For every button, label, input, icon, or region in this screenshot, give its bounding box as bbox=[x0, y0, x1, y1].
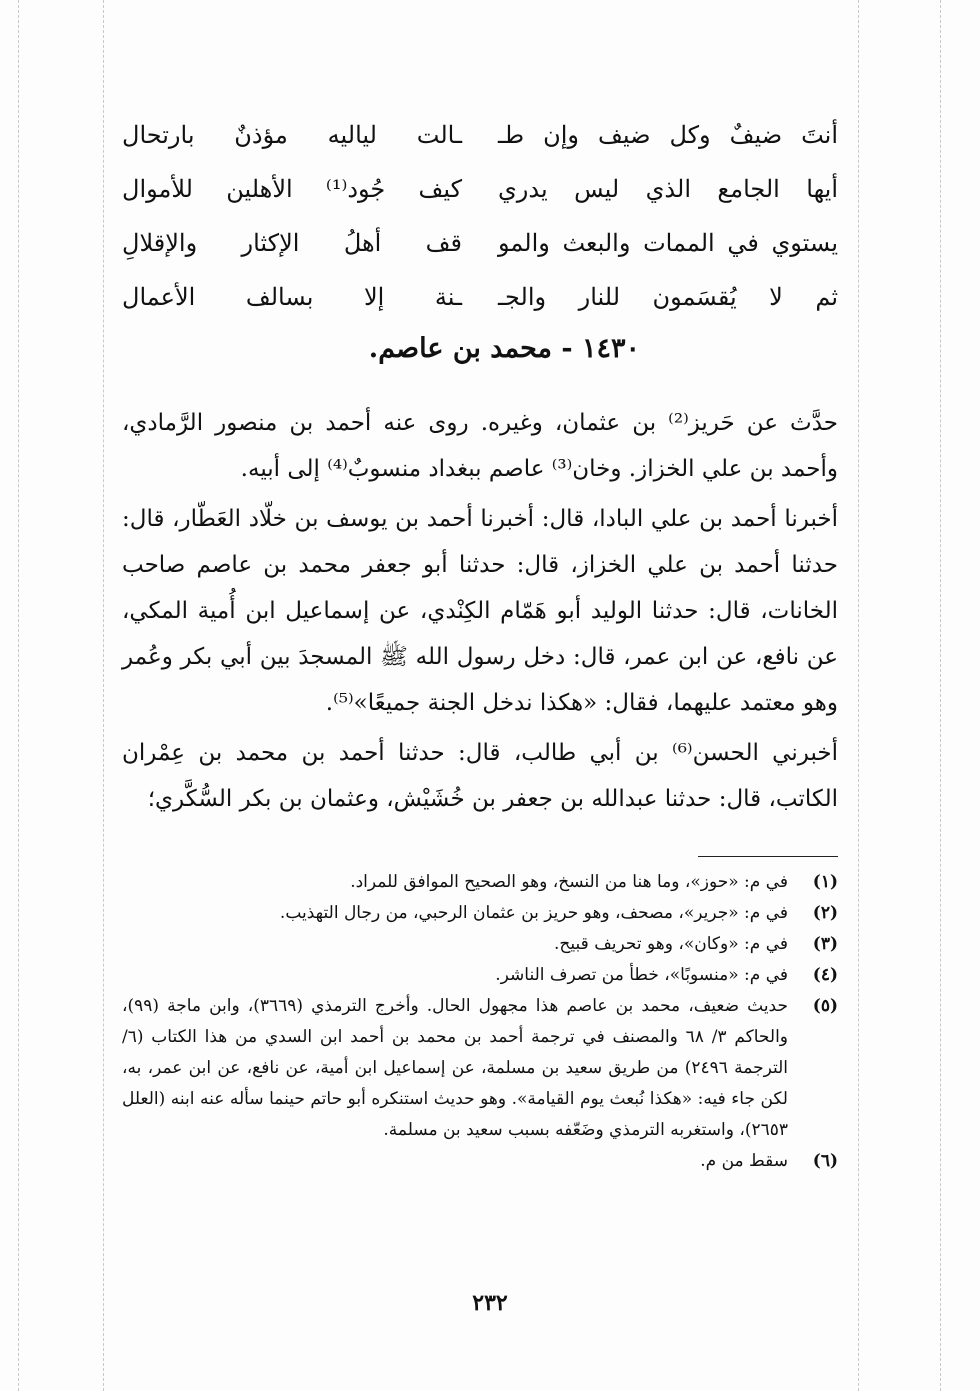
footnote-text: في م: «منسوبًا»، خطأ من تصرف الناشر. bbox=[495, 965, 788, 985]
poem-verse bbox=[122, 162, 838, 216]
footnote bbox=[122, 867, 838, 898]
margin-guide bbox=[858, 0, 859, 1391]
footnote-number: (٥) bbox=[812, 996, 838, 1016]
verse-second-hemistich: ـالت لياليه مؤذنٌ بارتحال bbox=[122, 121, 462, 149]
footnote bbox=[122, 1146, 838, 1177]
footnote-number: (١) bbox=[812, 872, 838, 892]
footnote-number: (٦) bbox=[812, 1151, 838, 1171]
footnote-text: سقط من م. bbox=[700, 1151, 788, 1171]
margin-guide bbox=[18, 0, 19, 1391]
footnote bbox=[122, 991, 838, 1146]
verse-second-hemistich: كيف جُود⁽¹⁾ الأهلين للأموال bbox=[122, 175, 462, 203]
verse-first-hemistich: أنتَ ضيفٌ وكل ضيف وإن طـ bbox=[498, 121, 838, 149]
footnote-text: في م: «حوز»، وما هنا من النسخ، وهو الصحيح الموافق للمراد. bbox=[350, 872, 788, 892]
footnote-number: (٤) bbox=[812, 965, 838, 985]
page-number: ٢٣٢ bbox=[472, 1290, 508, 1316]
footnote-text: في م: «جرير»، مصحف، وهو حريز بن عثمان الرحبي، من رجال التهذيب. bbox=[279, 903, 788, 923]
margin-guide bbox=[940, 0, 941, 1391]
verse-first-hemistich: أيها الجامع الذي ليس يدري bbox=[498, 175, 838, 203]
body-paragraph: أخبرنا أحمد بن علي البادا، قال: أخبرنا أحمد بن يوسف بن خلّاد العَطّار، قال: حدثنا أحمد بن علي الخزاز، قال: حدثنا أبو جعفر محمد بن عاصم صاحب الخانات، قال: حدثنا الوليد أبو هَمّام الكِنْدي، عن إسماعيل ابن أُمية المكي، عن نافع، عن ابن عمر، قال: دخل رسول الله ﷺ المسجدَ بين أبي بكر وعُمر وهو معتمد عليهما، فقال: «هكذا ندخل الجنة جميعًا»⁽⁵⁾. bbox=[122, 506, 839, 716]
footnote-number: (٣) bbox=[812, 934, 838, 954]
poem-verse bbox=[122, 216, 838, 270]
verse-second-hemistich: ـنة إلا بسالف الأعمال bbox=[122, 283, 462, 311]
verse-second-hemistich: قف أهلُ الإكثار والإقلالِ bbox=[122, 229, 462, 257]
footnote-number: (٢) bbox=[812, 903, 838, 923]
footnote-separator bbox=[698, 856, 838, 857]
poem-verse bbox=[122, 108, 838, 162]
verse-first-hemistich: ثم لا يُقسَمون للنار والجـ bbox=[498, 283, 838, 311]
verse-first-hemistich: يستوي في الممات والبعث والمو bbox=[498, 229, 838, 257]
footnote-text: في م: «وكان»، وهو تحريف قبيح. bbox=[554, 934, 788, 954]
footnote bbox=[122, 898, 838, 929]
entry-title: ١٤٣٠ - محمد بن عاصم. bbox=[368, 333, 640, 364]
page-body bbox=[122, 108, 838, 1177]
footnote bbox=[122, 929, 838, 960]
body-paragraph: أخبرني الحسن⁽⁶⁾ بن أبي طالب، قال: حدثنا أحمد بن محمد بن عِمْران الكاتب، قال: حدثنا عبدالله بن جعفر بن خُشَيْش، وعثمان بن بكر السُّكَّري؛ bbox=[122, 740, 838, 812]
footnote bbox=[122, 960, 838, 991]
footnote-text: حديث ضعيف، محمد بن عاصم هذا مجهول الحال. وأخرج الترمذي (٣٦٦٩)، وابن ماجة (٩٩)، والحاكم ٣/ ٦٨ والمصنف في ترجمة أحمد بن محمد بن أحمد ابن السدي من هذا الكتاب (٦/ الترجمة ٢٤٩٦) من طريق سعيد بن مسلمة، عن إسماعيل ابن أمية، عن نافع، عن ابن عمر، به، لكن جاء فيه: «هكذا نُبعث يوم القيامة». وهو حديث استنكره أبو حاتم حينما سأله عنه ابنه (العلل ٢٦٥٣)، واستغربه الترمذي وضَعّفه بسبب سعيد بن مسلمة. bbox=[122, 996, 789, 1140]
margin-guide bbox=[103, 0, 104, 1391]
poem-verse bbox=[122, 270, 838, 324]
body-paragraph: حدَّث عن حَريز⁽²⁾ بن عثمان، وغيره. روى عنه أحمد بن منصور الرَّمادي، وأحمد بن علي الخزاز. وخان⁽³⁾ عاصم ببغداد منسوبٌ⁽⁴⁾ إلى أبيه. bbox=[122, 410, 838, 482]
